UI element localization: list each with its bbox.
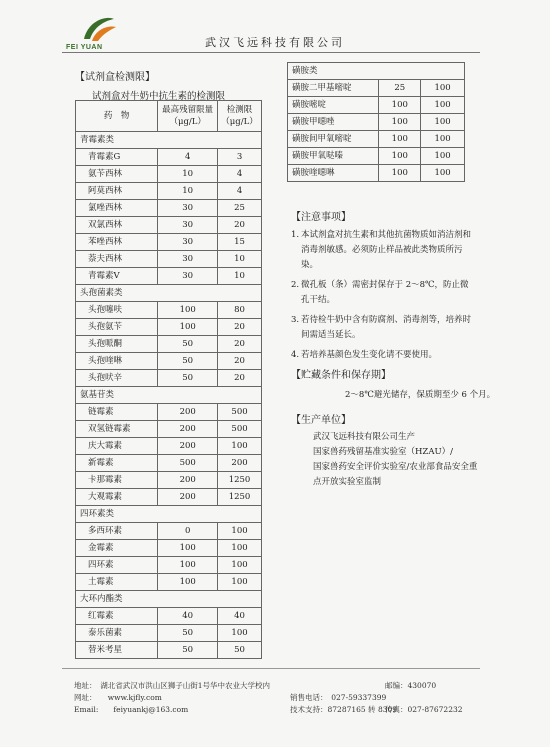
footer-postcode: 邮编：430070 (385, 681, 437, 690)
category-cell: 磺胺类 (288, 63, 465, 80)
table-cell: 头孢哌酮 (76, 336, 158, 353)
table-cell: 1250 (218, 472, 262, 489)
detection-limits-table (75, 100, 262, 659)
table-cell: 替米考星 (76, 642, 158, 659)
table-cell: 苯唑西林 (76, 234, 158, 251)
table-cell: 最高残留限量（μg/L） (158, 101, 218, 132)
table-cell: 双氢链霉素 (76, 421, 158, 438)
table-cell: 1250 (218, 489, 262, 506)
table-row (76, 166, 262, 183)
table-cell: 50 (158, 353, 218, 370)
category-row (76, 591, 262, 608)
note-text: 若待检牛奶中含有防腐剂、消毒剂等，培养时间需适当延长。 (301, 315, 472, 340)
table-cell: 检测限（μg/L） (218, 101, 262, 132)
table-row (76, 642, 262, 659)
table-cell: 100 (421, 80, 465, 97)
note-number: 1. (291, 230, 300, 240)
notes-title: 【注意事项】 (291, 212, 351, 223)
category-cell: 磺胺嘧啶 (288, 97, 379, 114)
table-row (76, 438, 262, 455)
table-cell: 药 物 (76, 101, 158, 132)
category-cell: 磺胺喹噁啉 (288, 165, 379, 182)
table-cell: 4 (218, 166, 262, 183)
table-cell: 20 (218, 336, 262, 353)
table-cell: 四环素 (76, 557, 158, 574)
table-row (288, 131, 465, 148)
footer-email: Email: feiyuankj@163.com (74, 705, 189, 714)
table-cell: 200 (158, 438, 218, 455)
table-cell: 金霉素 (76, 540, 158, 557)
note-text: 若培养基颜色发生变化请不要使用。 (301, 350, 438, 360)
table-row (288, 148, 465, 165)
footer-sales: 销售电话： 027-59337399 (290, 693, 387, 702)
detection-table-title: 试剂盒对牛奶中抗生素的检测限 (92, 91, 226, 102)
table-row (76, 370, 262, 387)
table-cell: 100 (421, 131, 465, 148)
note-item (291, 348, 476, 363)
table-cell: 25 (379, 80, 421, 97)
category-cell: 磺胺甲氧哒嗪 (288, 148, 379, 165)
table-row (76, 353, 262, 370)
table-cell: 30 (158, 251, 218, 268)
table-cell: 红霉素 (76, 608, 158, 625)
note-text: 本试剂盒对抗生素和其他抗菌物质如消洁剂和消毒剂敏感。必须防止样品被此类物质所污染。 (301, 230, 472, 270)
sulfonamide-table (287, 62, 465, 182)
table-cell: 100 (218, 625, 262, 642)
table-cell: 80 (218, 302, 262, 319)
table-cell: 泰乐菌素 (76, 625, 158, 642)
table-row (76, 421, 262, 438)
table-cell: 40 (218, 608, 262, 625)
table-cell: 头孢喹啉 (76, 353, 158, 370)
table-cell: 100 (218, 540, 262, 557)
table-row (76, 319, 262, 336)
category-cell: 磺胺甲噁唑 (288, 114, 379, 131)
table-cell: 庆大霉素 (76, 438, 158, 455)
table-cell: 10 (218, 251, 262, 268)
note-item (291, 313, 476, 343)
category-row (288, 63, 465, 80)
table-row (288, 114, 465, 131)
table-row (76, 625, 262, 642)
detection-limits-title: 【试剂盒检测限】 (75, 72, 155, 83)
table-cell: 200 (158, 489, 218, 506)
table-cell: 10 (158, 166, 218, 183)
table-cell: 头孢噻呋 (76, 302, 158, 319)
footer-support: 技术支持：87287165 转 8309 (290, 705, 398, 714)
table-cell: 100 (421, 148, 465, 165)
table-row (76, 183, 262, 200)
storage-text: 2～8℃避光储存，保质期至少 6 个月。 (345, 390, 496, 400)
table-cell: 100 (379, 114, 421, 131)
table-cell: 大观霉素 (76, 489, 158, 506)
table-cell: 4 (158, 149, 218, 166)
table-cell: 10 (218, 268, 262, 285)
category-row (76, 285, 262, 302)
table-cell: 200 (158, 472, 218, 489)
table-cell: 100 (421, 97, 465, 114)
table-cell: 100 (158, 574, 218, 591)
table-cell: 15 (218, 234, 262, 251)
footer-address: 地址： 湖北省武汉市洪山区狮子山街1号华中农业大学校内 (74, 681, 271, 690)
table-cell: 100 (218, 557, 262, 574)
table-cell: 30 (158, 234, 218, 251)
table-cell: 100 (158, 540, 218, 557)
table-cell: 500 (218, 404, 262, 421)
table-cell: 100 (158, 319, 218, 336)
table-row (76, 540, 262, 557)
table-row (76, 455, 262, 472)
producer-line: 武汉飞远科技有限公司生产 (313, 432, 416, 442)
table-row (288, 165, 465, 182)
logo-text: FEI YUAN (66, 44, 103, 51)
table-row (76, 608, 262, 625)
table-cell: 100 (379, 97, 421, 114)
table-cell: 氯唑西林 (76, 200, 158, 217)
category-cell: 头孢菌素类 (76, 285, 262, 302)
table-cell: 30 (158, 268, 218, 285)
table-row (76, 200, 262, 217)
table-row (288, 80, 465, 97)
table-cell: 链霉素 (76, 404, 158, 421)
storage-title: 【贮藏条件和保存期】 (291, 370, 391, 381)
category-cell: 青霉素类 (76, 132, 262, 149)
table-cell: 卡那霉素 (76, 472, 158, 489)
table-row (76, 302, 262, 319)
table-cell: 多西环素 (76, 523, 158, 540)
table-cell: 头孢氨苄 (76, 319, 158, 336)
table-cell: 50 (218, 642, 262, 659)
company-logo (80, 13, 118, 45)
table-cell: 0 (158, 523, 218, 540)
table-cell: 100 (218, 574, 262, 591)
table-cell: 双氯西林 (76, 217, 158, 234)
table-row (76, 217, 262, 234)
table-row (288, 97, 465, 114)
table-cell: 氨苄西林 (76, 166, 158, 183)
table-cell: 500 (158, 455, 218, 472)
table-cell: 200 (158, 404, 218, 421)
table-row (76, 557, 262, 574)
table-row (76, 234, 262, 251)
table-cell: 50 (158, 370, 218, 387)
table-cell: 30 (158, 217, 218, 234)
table-cell: 20 (218, 319, 262, 336)
table-row (76, 251, 262, 268)
table-cell: 青霉素G (76, 149, 158, 166)
note-number: 3. (291, 315, 300, 325)
notes-list (291, 228, 476, 368)
table-cell: 200 (218, 455, 262, 472)
table-cell: 新霉素 (76, 455, 158, 472)
producer-line: 国家兽药安全评价实验室/农业部食品安全重点开放实验室监制 (313, 462, 478, 487)
table-cell: 100 (158, 557, 218, 574)
table-cell: 10 (158, 183, 218, 200)
table-cell: 3 (218, 149, 262, 166)
category-row (76, 387, 262, 404)
category-cell: 氨基苷类 (76, 387, 262, 404)
table-cell: 100 (421, 114, 465, 131)
table-header-row (76, 101, 262, 132)
producer-text (313, 430, 478, 490)
footer-divider (62, 668, 480, 669)
table-cell: 4 (218, 183, 262, 200)
category-row (76, 132, 262, 149)
table-cell: 20 (218, 353, 262, 370)
table-cell: 土霉素 (76, 574, 158, 591)
footer-fax: 传真：027-87672232 (385, 705, 463, 714)
producer-line: 国家兽药残留基准实验室（HZAU）/ (313, 447, 453, 457)
table-cell: 200 (158, 421, 218, 438)
table-row (76, 523, 262, 540)
note-item (291, 228, 476, 273)
header-divider (62, 52, 480, 53)
table-cell: 青霉素V (76, 268, 158, 285)
table-cell: 100 (421, 165, 465, 182)
category-cell: 磺胺二甲基嘧啶 (288, 80, 379, 97)
table-cell: 萘夫西林 (76, 251, 158, 268)
table-cell: 100 (158, 302, 218, 319)
table-cell: 40 (158, 608, 218, 625)
producer-title: 【生产单位】 (291, 415, 351, 426)
category-row (76, 506, 262, 523)
table-cell: 100 (218, 523, 262, 540)
table-row (76, 268, 262, 285)
category-cell: 大环内酯类 (76, 591, 262, 608)
table-row (76, 336, 262, 353)
table-cell: 阿莫西林 (76, 183, 158, 200)
table-cell: 50 (158, 336, 218, 353)
table-cell: 头孢吠辛 (76, 370, 158, 387)
table-row (76, 574, 262, 591)
table-cell: 100 (379, 148, 421, 165)
note-text: 微孔板（条）需密封保存于 2～8℃，防止微孔干结。 (301, 280, 469, 305)
table-row (76, 404, 262, 421)
table-row (76, 149, 262, 166)
table-cell: 20 (218, 217, 262, 234)
table-row (76, 472, 262, 489)
note-number: 4. (291, 350, 300, 360)
note-item (291, 278, 476, 308)
table-cell: 50 (158, 642, 218, 659)
table-cell: 500 (218, 421, 262, 438)
table-cell: 100 (379, 165, 421, 182)
table-cell: 30 (158, 200, 218, 217)
table-cell: 100 (379, 131, 421, 148)
category-cell: 四环素类 (76, 506, 262, 523)
table-cell: 25 (218, 200, 262, 217)
table-cell: 20 (218, 370, 262, 387)
company-name: 武汉飞远科技有限公司 (205, 36, 345, 49)
table-row (76, 489, 262, 506)
footer-website: 网址： www.kjfly.com (74, 693, 162, 702)
table-cell: 100 (218, 438, 262, 455)
category-cell: 磺胺间甲氧嘧啶 (288, 131, 379, 148)
note-number: 2. (291, 280, 300, 290)
table-cell: 50 (158, 625, 218, 642)
